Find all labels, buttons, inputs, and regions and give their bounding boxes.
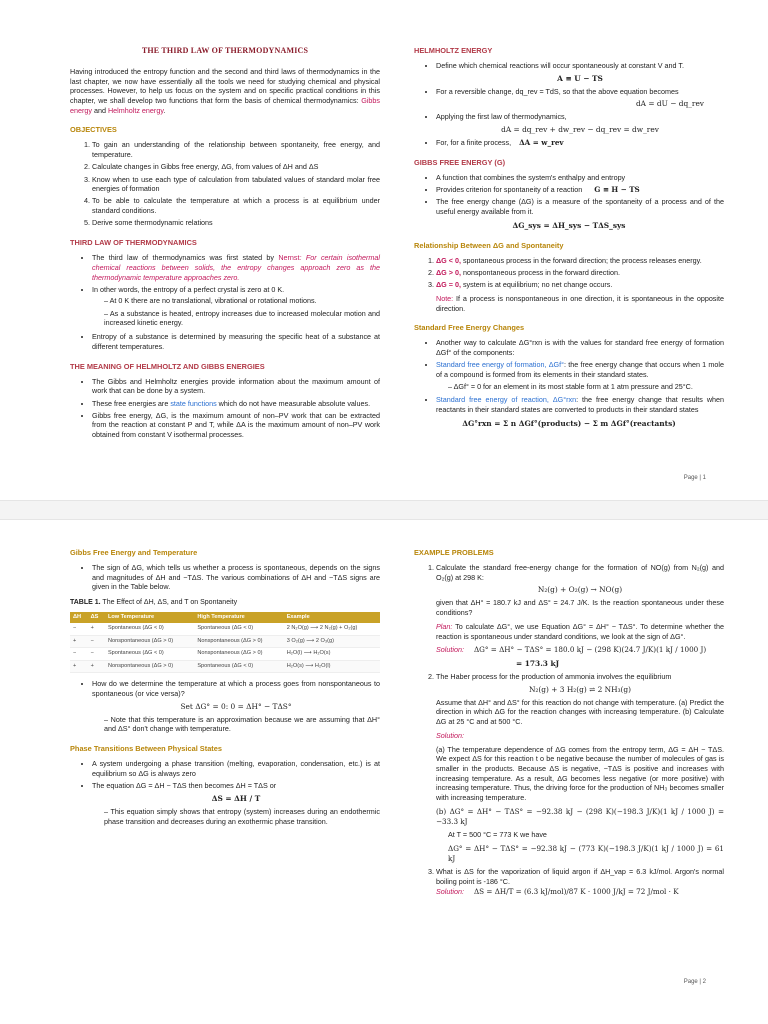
sub-list <box>104 296 380 328</box>
list-item: • Provides criterion for spontaneity of a reaction G ≡ H − TS <box>436 185 724 195</box>
sub-list <box>448 382 724 392</box>
table-cell: Nonspontaneous (ΔG > 0) <box>105 635 194 648</box>
relationship-heading: Relationship Between ΔG and Spontaneity <box>414 240 564 250</box>
list-item: • For, for a finite process, ΔA = w_rev <box>436 138 724 148</box>
table-cell: Nonspontaneous (ΔG > 0) <box>194 635 283 648</box>
equation: dA = dU − dq_rev <box>635 99 704 109</box>
table-cell: Nonspontaneous (ΔG > 0) <box>105 660 194 673</box>
table-header: ΔS <box>88 612 105 624</box>
objectives-heading: OBJECTIVES <box>70 125 117 135</box>
equation: G ≡ H − TS <box>594 185 640 195</box>
table-row <box>70 648 380 661</box>
table-row <box>70 623 380 635</box>
spontaneity-table <box>70 612 380 674</box>
third-law-heading: THIRD LAW OF THERMODYNAMICS <box>70 238 197 248</box>
list-item: 3. What is ΔS for the vaporization of liquid argon if ΔH_vap = 6.3 kJ/mol. Argon's normal boiling point is -186 °C. Solution: ΔS = ΔH/T = (6.3 kJ/mol)/87 K · 1000 J/kJ = 72 J/mol · K <box>436 867 724 896</box>
table-cell: − <box>88 635 105 648</box>
intro-paragraph: Having introduced the entropy function and the second and third laws of thermodynamics in the last chapter, we now have essentially all the tools we need for studying chemical and physical processes. However, to help us focus on the system and on specific practical conditions in this chapter, we shall develop two functions that form the basis of chemical thermodynamics: Gibbs energy and Helmholtz energy. <box>70 66 380 115</box>
table-cell: Nonspontaneous (ΔG > 0) <box>194 648 283 661</box>
helmholtz-heading: HELMHOLTZ ENERGY <box>414 46 493 55</box>
table-cell: Spontaneous (ΔG < 0) <box>194 660 283 673</box>
phase-transitions-heading: Phase Transitions Between Physical States <box>70 744 222 754</box>
list-item: • For a reversible change, dq_rev = TdS, so that the above equation becomes dA = dU − dq_rev <box>436 87 724 110</box>
third-law-list <box>92 253 380 351</box>
list-item: 2. The Haber process for the production of ammonia involves the equilibrium N₂(g) + 3 H₂(g) ⇌ 2 NH₃(g) Assume that ΔH° and ΔS° for this reaction do not change with temperature. (a) Predict the direction in which ΔG for the reaction changes with increasing temperature. (b) Calculate ΔG at 25 °C and at 500 °C. Solution: (a) The temperature dependence of ΔG comes from the entropy term, ΔG = ΔH − TΔS. We expect ΔS for this reaction t o be negative because the number of molecules of gas is smaller in the products. Because ΔS is negative, −TΔS is positive and increases with increasing temperature. As a result, ΔG becomes less negative (or more positive) with increasing temperature. Thus, the driving force for the production of NH₃ becomes smaller with increasing temperature. (b) ΔG° = ΔH° − TΔS° = −92.38 kJ − (298 K)(−198.3 J/K)(1 kJ / 1000 J) = −33.3 kJ At T = 500 °C = 773 K we have ΔG° = ΔH° − TΔS° = −92.38 kJ − (773 K)(−198.3 J/K)(1 kJ / 1000 J) = 61 kJ <box>436 672 724 863</box>
list-item: – This equation simply shows that entropy (system) increases during an endothermic phase transition and decreases during an exothermic phase transition. <box>104 807 380 826</box>
list-item: 1. To gain an understanding of the relationship between spontaneity, free energy, and temperature. <box>92 140 380 159</box>
example-problems-list <box>436 563 724 897</box>
gibbs-list <box>436 173 724 217</box>
table-caption: TABLE 1. The Effect of ΔH, ΔS, and T on Spontaneity <box>70 599 238 607</box>
page1-left-column <box>70 46 380 444</box>
table-cell: H₂O(s) ⟶ H₂O(l) <box>284 660 380 673</box>
example-problems-heading: EXAMPLE PROBLEMS <box>414 548 494 557</box>
table-header: Example <box>284 612 380 624</box>
equation: A ≡ U − TS <box>557 73 603 83</box>
list-item: • Standard free energy of formation, ΔGf°: the free energy change that occurs when 1 mole of a compound is formed from its elements in their standard states. – ΔGf° = 0 for an element in its most stable form at 1 atm pressure and 25°C. <box>436 360 724 391</box>
note-paragraph: Note: If a process is nonspontaneous in one direction, it is spontaneous in the opposite direction. <box>436 293 724 313</box>
list-item: • Gibbs free energy, ΔG, is the maximum amount of non–PV work that can be extracted from the reaction at constant P and T, while ΔA is the maximum amount of non–PV work obtained from constant V isothermal processes. <box>92 411 380 440</box>
list-item: 3. ΔG = 0, system is at equilibrium; no net change occurs. <box>436 280 724 290</box>
standard-list <box>436 338 724 415</box>
equation: ΔA = w_rev <box>519 138 564 148</box>
table-cell: + <box>88 660 105 673</box>
equation: N₂(g) + O₂(g) → NO(g) <box>537 585 623 595</box>
table-row <box>70 635 380 648</box>
table-cell: 3 O₂(g) ⟶ 2 O₃(g) <box>284 635 380 648</box>
list-item: • Another way to calculate ΔG°rxn is with the values for standard free energy of formation ΔGf° of the components: <box>436 338 724 357</box>
nernst-link[interactable]: Nernst <box>278 253 300 263</box>
list-item: 2. ΔG > 0, nonspontaneous process in the forward direction. <box>436 268 724 278</box>
list-item: 1. ΔG < 0, spontaneous process in the forward direction; the process releases energy. <box>436 256 724 266</box>
table-cell: Spontaneous (ΔG < 0) <box>105 648 194 661</box>
list-item: • In other words, the entropy of a perfect crystal is zero at 0 K. – At 0 K there are no translational, vibrational or rotational motions. – As a substance is heated, entropy increases due to increased molecular motion and increased kinetic energy. <box>92 285 380 328</box>
sub-list <box>104 807 380 826</box>
list-item: • Applying the first law of thermodynamics, dA = dq_rev + dw_rev − dq_rev = dw_rev <box>436 112 724 135</box>
list-item: 3. Know when to use each type of calculation from tabulated values of standard molar free energies of formation <box>92 175 380 194</box>
table-cell: + <box>70 635 88 648</box>
table-cell: 2 N₂O(g) ⟶ 2 N₂(g) + O₂(g) <box>284 623 380 635</box>
table-cell: + <box>70 660 88 673</box>
gibbs-heading: GIBBS FREE ENERGY (G) <box>414 157 506 167</box>
list-item: • How do we determine the temperature at which a process goes from nonspontaneous to spontaneous (or vice versa)? Set ΔG° = 0: 0 = ΔH° − TΔS° – Note that this temperature is an approximation because we are assuming that ΔH° and ΔS° don't change with temperature. <box>92 679 380 734</box>
list-item: • Standard free energy of reaction, ΔG°rxn: the free energy change that results when reactants in their standard states are converted to products in their standard states <box>436 395 724 414</box>
page1-right-column <box>414 46 724 432</box>
list-item: • The Gibbs and Helmholtz energies provide information about the maximum amount of work that can be done by a system. <box>92 377 380 396</box>
list-item: 2. Calculate changes in Gibbs free energy, ΔG, from values of ΔH and ΔS <box>92 162 380 172</box>
equation: ΔG°rxn = Σ n ΔGf°(products) − Σ m ΔGf°(reactants) <box>462 418 676 428</box>
list-item: – At 0 K there are no translational, vibrational or rotational motions. <box>104 296 380 306</box>
page-number: Page | 2 <box>683 979 706 985</box>
standard-free-energy-heading: Standard Free Energy Changes <box>414 323 525 333</box>
list-item: – As a substance is heated, entropy increases due to increased molecular motion and increased kinetic energy. <box>104 309 380 328</box>
table-header-row <box>70 612 380 624</box>
relationship-list <box>436 256 724 290</box>
page-1 <box>0 0 768 500</box>
gibbs-temperature-list <box>92 563 380 592</box>
table-cell: − <box>70 623 88 635</box>
equation: N₂(g) + 3 H₂(g) ⇌ 2 NH₃(g) <box>528 684 632 694</box>
meaning-list <box>92 377 380 440</box>
table-cell: Spontaneous (ΔG < 0) <box>194 623 283 635</box>
helmholtz-link[interactable]: Helmholtz energy <box>107 105 164 115</box>
list-item: – ΔGf° = 0 for an element in its most stable form at 1 atm pressure and 25°C. <box>448 382 724 392</box>
list-item: • Define which chemical reactions will occur spontaneously at constant V and T. A ≡ U − TS <box>436 61 724 84</box>
table-cell: Spontaneous (ΔG < 0) <box>105 623 194 635</box>
equation: Set ΔG° = 0: 0 = ΔH° − TΔS° <box>180 701 292 711</box>
list-item: • Entropy of a substance is determined by measuring the specific heat of a substance at different temperatures. <box>92 332 380 351</box>
equation: ΔS = ΔH / T <box>211 793 261 803</box>
page-number: Page | 1 <box>683 475 706 481</box>
list-item: 1. Calculate the standard free-energy change for the formation of NO(g) from N₂(g) and O₂(g) at 298 K: N₂(g) + O₂(g) → NO(g) given that ΔH° = 180.7 kJ and ΔS° = 24.7 J/K. Is the reaction spontaneous under these conditions? Plan: To calculate ΔG°, we use Equation ΔG° = ΔH° − TΔS°. To determine whether the reaction is spontaneous under standard conditions, we look at the sign of ΔG°. Solution: ΔG° = ΔH° − TΔS° = 180.0 kJ − (298 K)(24.7 J/K)(1 kJ / 1000 J) = 173.3 kJ <box>436 563 724 669</box>
table-header: High Temperature <box>194 612 283 624</box>
table-row <box>70 660 380 673</box>
list-item: – Note that this temperature is an approximation because we are assuming that ΔH° and ΔS° don't change with temperature. <box>104 715 380 734</box>
equation: = 173.3 kJ <box>516 659 560 668</box>
equation: ΔG_sys = ΔH_sys − TΔS_sys <box>512 220 626 230</box>
gibbs-link[interactable]: Gibbs energy <box>70 95 380 115</box>
equation: dA = dq_rev + dw_rev − dq_rev = dw_rev <box>501 125 659 135</box>
phase-transitions-list <box>92 759 380 826</box>
page2-right-column <box>414 548 724 901</box>
table-cell: − <box>70 648 88 661</box>
table-cell: H₂O(l) ⟶ H₂O(s) <box>284 648 380 661</box>
document-title: THE THIRD LAW OF THERMODYNAMICS <box>141 46 309 55</box>
temperature-question-list <box>92 679 380 734</box>
list-item: • A system undergoing a phase transition (melting, evaporation, condensation, etc.) is at equilibrium so ΔG is always zero <box>92 759 380 778</box>
list-item: 4. To be able to calculate the temperature at which a process is at equilibrium under standard conditions. <box>92 196 380 215</box>
table-header: Low Temperature <box>105 612 194 624</box>
list-item: • A function that combines the system's enthalpy and entropy <box>436 173 724 183</box>
list-item: • These free energies are state functions which do not have measurable absolute values. <box>92 399 380 409</box>
page-separator <box>0 500 768 520</box>
sub-list <box>104 715 380 734</box>
gibbs-temperature-heading: Gibbs Free Energy and Temperature <box>70 548 198 557</box>
table-header: ΔH <box>70 612 88 624</box>
state-functions-link[interactable]: state functions <box>170 398 217 408</box>
page-2 <box>0 520 768 1024</box>
table-cell: + <box>88 623 105 635</box>
list-item: • The equation ΔG = ΔH − TΔS then becomes ΔH = TΔS or ΔS = ΔH / T – This equation simply shows that entropy (system) increases during an endothermic phase transition and decreases during an exothermic phase transition. <box>92 781 380 826</box>
objectives-list <box>92 140 380 228</box>
table-cell: − <box>88 648 105 661</box>
list-item: • The third law of thermodynamics was first stated by Nernst: For certain isothermal chemical reactions between solids, the entropy changes approach zero as the thermodynamic temperature approaches zero. <box>92 253 380 282</box>
list-item: • The free energy change (ΔG) is a measure of the spontaneity of a process and of the useful energy available from it. <box>436 197 724 216</box>
helmholtz-list <box>436 61 724 148</box>
page2-left-column <box>70 548 380 830</box>
meaning-heading: THE MEANING OF HELMHOLTZ AND GIBBS ENERGIES <box>70 361 265 371</box>
list-item: • The sign of ΔG, which tells us whether a process is spontaneous, depends on the signs and magnitudes of ΔH and −TΔS. The various combinations of ΔH and −TΔS signs are given in the Table below. <box>92 563 380 592</box>
list-item: 5. Derive some thermodynamic relations <box>92 218 380 228</box>
